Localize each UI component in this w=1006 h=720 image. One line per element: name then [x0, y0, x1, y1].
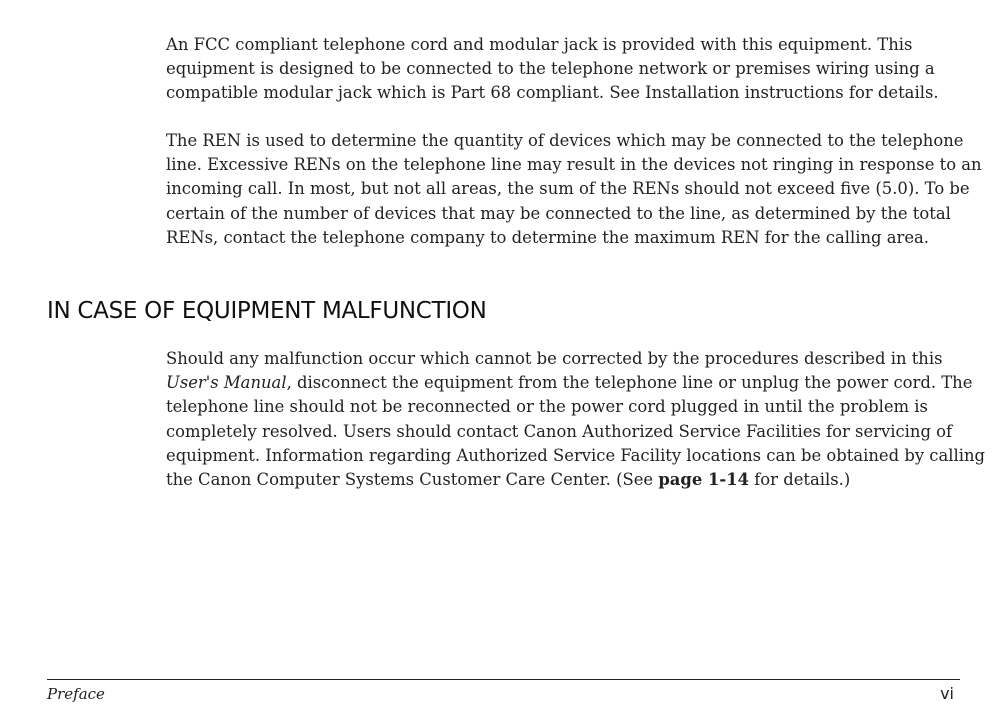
text-line: telephone line should not be reconnected or the power cord plugged in until the problem is — [166, 397, 928, 417]
text-line: completely resolved. Users should contact Canon Authorized Service Facilities for servicing of — [166, 421, 953, 441]
malfunction-paragraph — [166, 347, 986, 492]
page-reference: page 1-14 — [658, 469, 750, 489]
text-line — [166, 371, 973, 395]
manual-title: User's Manual — [166, 373, 287, 393]
ren-paragraph — [166, 129, 982, 250]
text-line: The REN is used to determine the quantity of devices which may be connected to the telephone — [166, 131, 964, 150]
text-line: equipment. Information regarding Authorized Service Facility locations can be obtained by calling — [166, 445, 986, 465]
page-number: vi — [940, 684, 954, 703]
fcc-cord-paragraph — [166, 33, 966, 106]
text-line: Should any malfunction occur which cannot be corrected by the procedures described in this — [166, 349, 943, 368]
text-line — [166, 468, 966, 492]
footer-rule — [47, 679, 960, 680]
text-line: RENs, contact the telephone company to determine the maximum REN for the calling area. — [166, 227, 930, 247]
section-heading: IN CASE OF EQUIPMENT MALFUNCTION — [47, 298, 487, 324]
footer-section-name: Preface — [47, 685, 105, 703]
text-line: certain of the number of devices that may be connected to the line, as determined by the total — [166, 203, 951, 223]
text-line: equipment is designed to be connected to the telephone network or premises wiring using a — [166, 59, 935, 79]
text-line: line. Excessive RENs on the telephone line may result in the devices not ringing in response to an — [166, 155, 982, 175]
text-line: incoming call. In most, but not all areas, the sum of the RENs should not exceed five (5.0). To be — [166, 179, 970, 199]
text-line: compatible modular jack which is Part 68 compliant. See Installation instructions for details. — [166, 83, 939, 103]
text-fragment: for details.) — [749, 469, 851, 489]
text-fragment: the Canon Computer Systems Customer Care Center. (See — [166, 469, 659, 489]
text-line: An FCC compliant telephone cord and modular jack is provided with this equipment. This — [166, 35, 913, 54]
text-fragment: , disconnect the equipment from the telephone line or unplug the power cord. The — [286, 373, 973, 393]
